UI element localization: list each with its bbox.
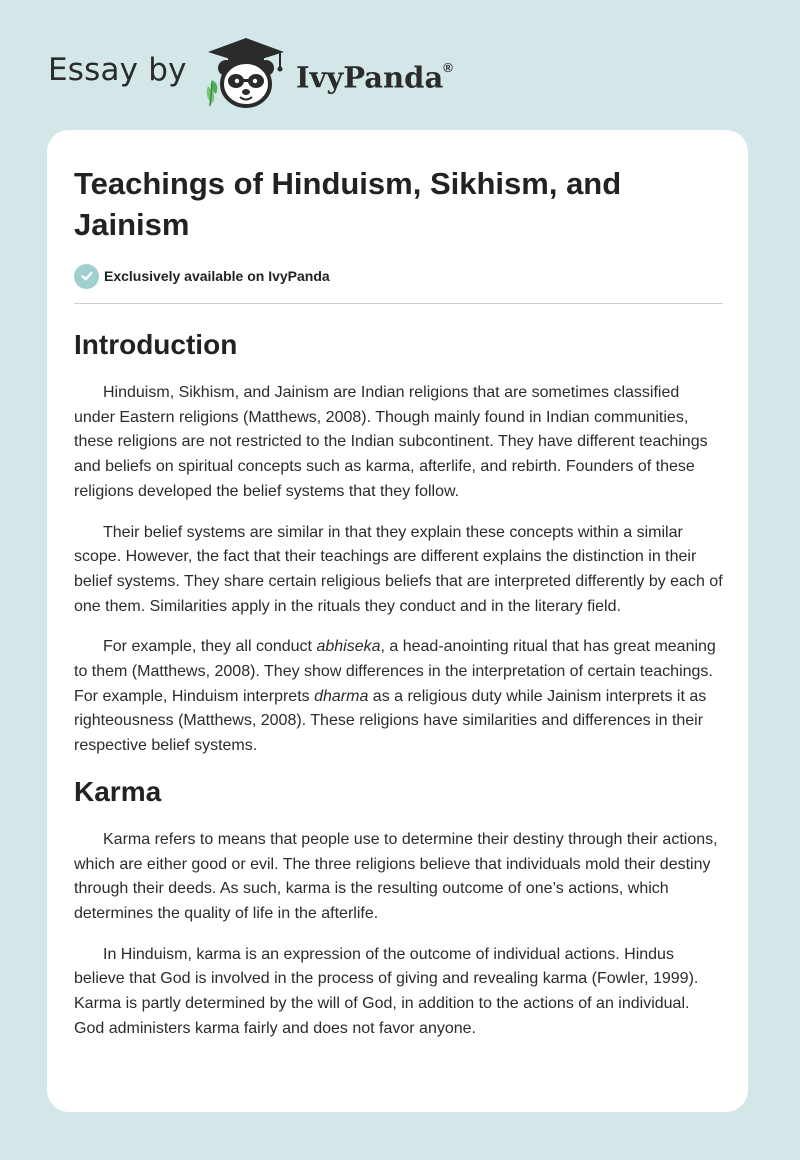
section-heading-karma: Karma: [74, 775, 162, 807]
title-divider: [74, 303, 723, 304]
registered-mark: ®: [443, 60, 453, 75]
paragraph: [74, 635, 724, 759]
checkmark-icon: [74, 264, 99, 289]
essay-card: [47, 130, 748, 1112]
panda-logo-icon[interactable]: [198, 36, 294, 112]
exclusive-badge: [74, 263, 330, 289]
exclusive-badge-text: Exclusively available on IvyPanda: [104, 268, 330, 284]
essay-body: [74, 325, 724, 1041]
brand-name: IvyPanda: [296, 60, 444, 95]
site-header: [0, 0, 800, 120]
paragraph: Their belief systems are similar in that they explain these concepts within a similar scope. However, the fact that their teachings are different explains the distinction in their belief systems. They share certain religious beliefs that are interpreted differently by each of one them. Similarities apply in the rituals they conduct and in the literary field.: [74, 523, 723, 615]
term-dharma: dharma: [314, 687, 369, 705]
section-heading-introduction: Introduction: [74, 329, 238, 360]
essay-title: Teachings of Hinduism, Sikhism, and Jainism: [74, 166, 622, 242]
paragraph-text: , a head-anointing ritual that has great meaning to them (Matthews, 2008). They show differences in the interpretation of certain teachings. For example, Hinduism interprets: [74, 638, 716, 705]
paragraph: Karma refers to means that people use to determine their destiny through their actions, which are either good or evil. The three religions believe that individuals mold their destiny through their deeds. As such, karma is the resulting outcome of one’s actions, which determines the quality of life in the afterlife.: [74, 830, 718, 922]
essay-by-label: Essay by: [48, 52, 187, 88]
paragraph-text: For example, they all conduct: [103, 638, 317, 656]
paragraph-text: as a religious duty while Jainism interprets it as righteousness (Matthews, 2008). These religions have similarities and differences in their respective belief systems.: [74, 687, 707, 755]
ivypanda-logo-text[interactable]: [296, 53, 453, 98]
paragraph: In Hinduism, karma is an expression of the outcome of individual actions. Hindus believe that God is involved in the process of giving and revealing karma (Fowler, 1999). Karma is partly determined by the will of God, in addition to the actions of an individual. God administers karma fairly and does not favor anyone.: [74, 945, 699, 1037]
paragraph: Hinduism, Sikhism, and Jainism are Indian religions that are sometimes classified under Eastern religions (Matthews, 2008). Though mainly found in Indian communities, these religions are not restricted to the Indian subcontinent. They have different teachings and beliefs on spiritual concepts such as karma, afterlife, and rebirth. Founders of these religions developed the belief systems that they follow.: [74, 384, 708, 500]
term-abhiseka: abhiseka: [316, 638, 381, 656]
